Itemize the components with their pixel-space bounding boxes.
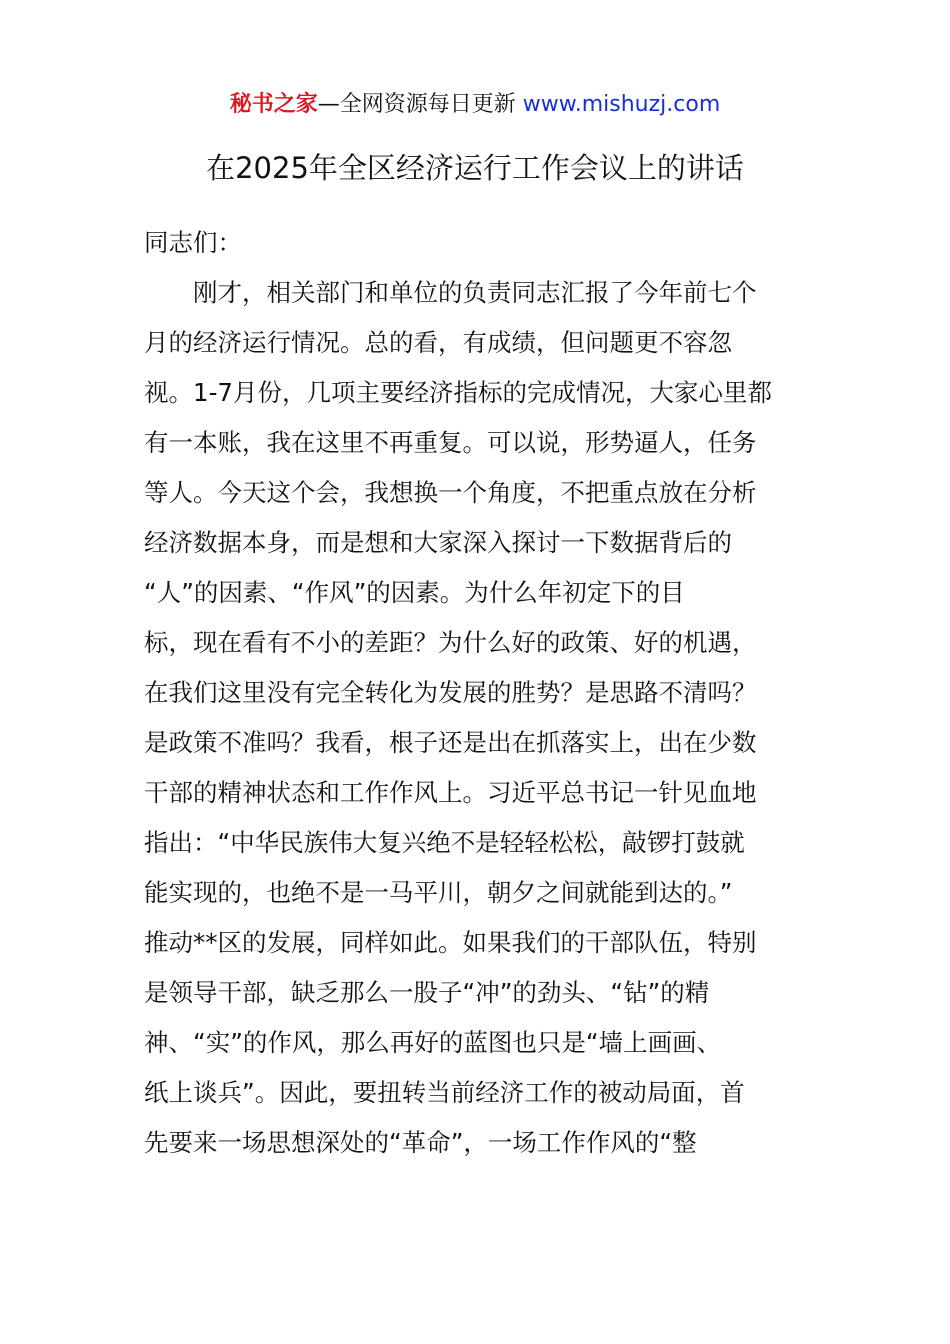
brand-name: 秘书之家 (229, 92, 318, 117)
site-header (0, 88, 950, 122)
paragraph-line: 能实现的，也绝不是一马平川，朝夕之间就能到达的。” (144, 878, 733, 907)
paragraph-line: 神、“实”的作风，那么再好的蓝图也只是“墙上画画、 (144, 1028, 722, 1057)
paragraph-line: 等人。今天这个会，我想换一个角度，不把重点放在分析 (144, 478, 757, 507)
document-title: 在2025年全区经济运行工作会议上的讲话 (206, 151, 744, 185)
salutation: 同志们： (144, 228, 242, 257)
paragraph-line: 是领导干部，缺乏那么一股子“冲”的劲头、“钻”的精 (144, 978, 710, 1007)
paragraph-line: 先要来一场思想深处的“革命”，一场工作作风的“整 (144, 1128, 697, 1157)
paragraph-line: 干部的精神状态和工作作风上。习近平总书记一针见血地 (144, 778, 757, 807)
paragraph-line: 刚才，相关部门和单位的负责同志汇报了今年前七个 (193, 278, 757, 307)
paragraph-line: “人”的因素、“作风”的因素。为什么年初定下的目 (144, 578, 685, 607)
paragraph-line: 指出：“中华民族伟大复兴绝不是轻轻松松，敲锣打鼓就 (144, 828, 745, 857)
paragraph-line: 月的经济运行情况。总的看，有成绩，但问题更不容忽 (144, 328, 732, 357)
paragraph-line: 经济数据本身，而是想和大家深入探讨一下数据背后的 (144, 528, 732, 557)
paragraph-line: 纸上谈兵”。因此，要扭转当前经济工作的被动局面，首 (144, 1078, 745, 1107)
site-link[interactable]: www.mishuzj.com (522, 92, 721, 117)
paragraph-line: 视。1-7月份，几项主要经济指标的完成情况，大家心里都 (144, 378, 773, 407)
paragraph-line: 在我们这里没有完全转化为发展的胜势？是思路不清吗？ (144, 678, 757, 707)
paragraph-line: 推动**区的发展，同样如此。如果我们的干部队伍，特别 (144, 928, 757, 957)
paragraph-line: 是政策不准吗？我看，根子还是出在抓落实上，出在少数 (144, 728, 757, 757)
paragraph-line: 标，现在看有不小的差距？为什么好的政策、好的机遇， (144, 628, 757, 657)
paragraph-line: 有一本账，我在这里不再重复。可以说，形势逼人，任务 (144, 428, 757, 457)
header-tagline: —全网资源每日更新 (317, 92, 516, 117)
document-body (144, 218, 808, 1168)
